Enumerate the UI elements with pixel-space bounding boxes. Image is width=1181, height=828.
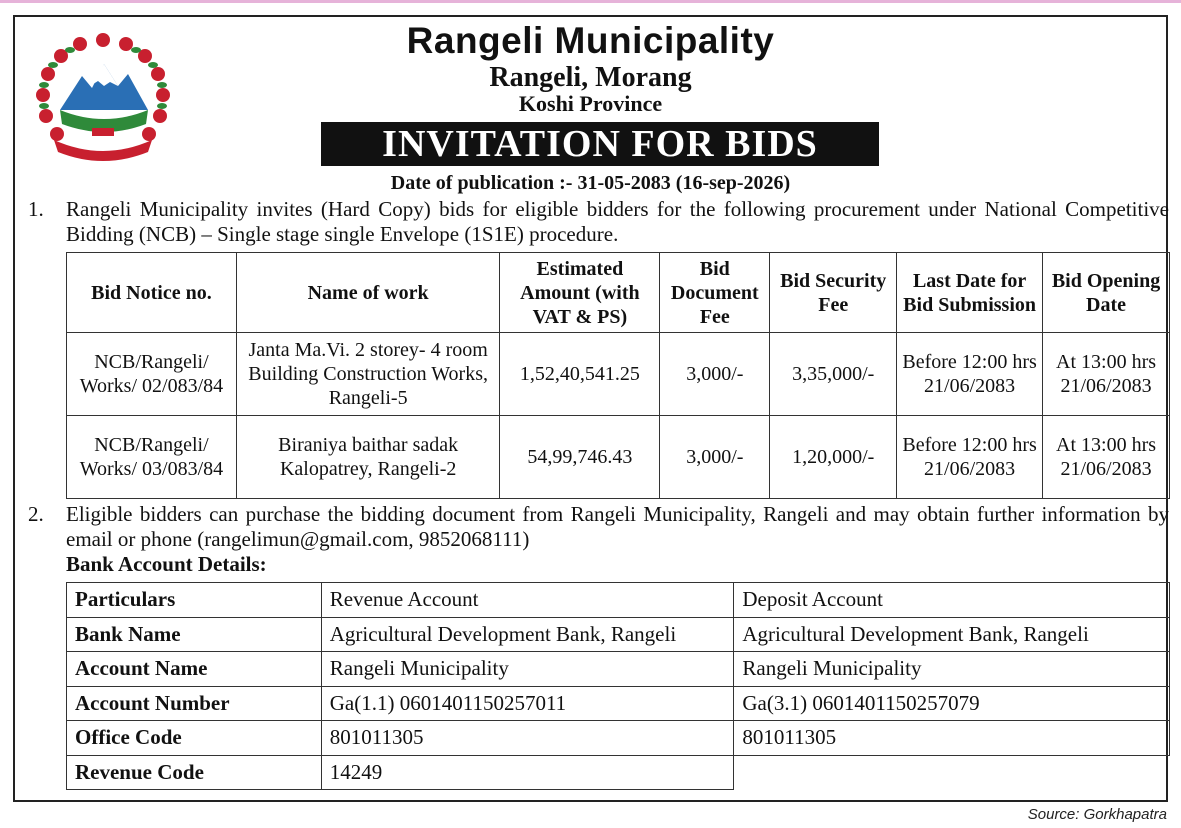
revenue-account-value: Ga(1.1) 0601401150257011 <box>321 686 734 721</box>
bid-security-fee: 1,20,000/- <box>770 416 897 499</box>
bids-table <box>66 252 1170 499</box>
bank-row-label: Bank Name <box>67 617 322 652</box>
estimated-amount: 1,52,40,541.25 <box>500 333 660 416</box>
header-last-date: Last Date for Bid Submission <box>897 253 1043 333</box>
opening-date: At 13:00 hrs 21/06/2083 <box>1043 416 1170 499</box>
deposit-account-value: Ga(3.1) 0601401150257079 <box>734 686 1170 721</box>
invitation-banner: INVITATION FOR BIDS <box>321 122 879 166</box>
bid-security-fee: 3,35,000/- <box>770 333 897 416</box>
bank-row-label: Account Name <box>67 652 322 687</box>
bid-document-fee: 3,000/- <box>660 416 770 499</box>
deposit-account-value <box>734 755 1170 790</box>
bank-details-title: Bank Account Details: <box>66 552 267 576</box>
section-2-text: Eligible bidders can purchase the bidding document from Rangeli Municipality, Rangeli and may obtain further information by email or phone (rangelimun@gmail.com, 9852068111) <box>66 502 1169 551</box>
deposit-account-value: 801011305 <box>734 721 1170 756</box>
bank-row-label: Revenue Code <box>67 755 322 790</box>
source-credit: Source: Gorkhapatra <box>1027 806 1167 823</box>
table-row <box>67 686 1170 721</box>
deposit-account-value: Agricultural Development Bank, Rangeli <box>734 617 1170 652</box>
publication-date: Date of publication :- 31-05-2083 (16-sep-2026) <box>390 172 791 194</box>
table-row <box>67 652 1170 687</box>
revenue-account-value: Rangeli Municipality <box>321 652 734 687</box>
revenue-account-value: 14249 <box>321 755 734 790</box>
table-row <box>67 721 1170 756</box>
last-date: Before 12:00 hrs 21/06/2083 <box>897 333 1043 416</box>
municipality-title: Rangeli Municipality <box>406 20 775 61</box>
bid-notice-no: NCB/Rangeli/ Works/ 02/083/84 <box>67 333 237 416</box>
province-name: Koshi Province <box>518 91 663 116</box>
deposit-account-value: Rangeli Municipality <box>734 652 1170 687</box>
header-estimated-amount: Estimated Amount (with VAT & PS) <box>500 253 660 333</box>
section-1-number: 1. <box>28 197 44 221</box>
estimated-amount: 54,99,746.43 <box>500 416 660 499</box>
section-1-text: Rangeli Municipality invites (Hard Copy) bids for eligible bidders for the following procurement under National Competitive Bidding (NCB) – Single stage single Envelope (1S1E) procedure. <box>66 197 1169 246</box>
bank-row-label: Particulars <box>67 583 322 618</box>
bank-row-label: Office Code <box>67 721 322 756</box>
bank-details-table <box>66 582 1170 790</box>
header-bid-security-fee: Bid Security Fee <box>770 253 897 333</box>
table-row <box>67 617 1170 652</box>
header-bid-document-fee: Bid Document Fee <box>660 253 770 333</box>
top-accent-line <box>0 0 1181 3</box>
bid-notice-no: NCB/Rangeli/ Works/ 03/083/84 <box>67 416 237 499</box>
name-of-work: Janta Ma.Vi. 2 storey- 4 room Building Construction Works, Rangeli-5 <box>236 333 500 416</box>
revenue-account-value: Agricultural Development Bank, Rangeli <box>321 617 734 652</box>
table-row <box>67 416 1170 499</box>
table-row <box>67 755 1170 790</box>
header-opening-date: Bid Opening Date <box>1043 253 1170 333</box>
section-2-number: 2. <box>28 502 44 526</box>
opening-date: At 13:00 hrs 21/06/2083 <box>1043 333 1170 416</box>
last-date: Before 12:00 hrs 21/06/2083 <box>897 416 1043 499</box>
municipality-location: Rangeli, Morang <box>489 62 692 93</box>
header-bid-notice-no: Bid Notice no. <box>67 253 237 333</box>
bid-document-fee: 3,000/- <box>660 333 770 416</box>
name-of-work: Biraniya baithar sadak Kalopatrey, Rangeli-2 <box>236 416 500 499</box>
bids-table-header-row <box>67 253 1170 333</box>
bank-row-label: Account Number <box>67 686 322 721</box>
table-row <box>67 583 1170 618</box>
revenue-account-value: Revenue Account <box>321 583 734 618</box>
table-row <box>67 333 1170 416</box>
revenue-account-value: 801011305 <box>321 721 734 756</box>
header-name-of-work: Name of work <box>236 253 500 333</box>
deposit-account-value: Deposit Account <box>734 583 1170 618</box>
